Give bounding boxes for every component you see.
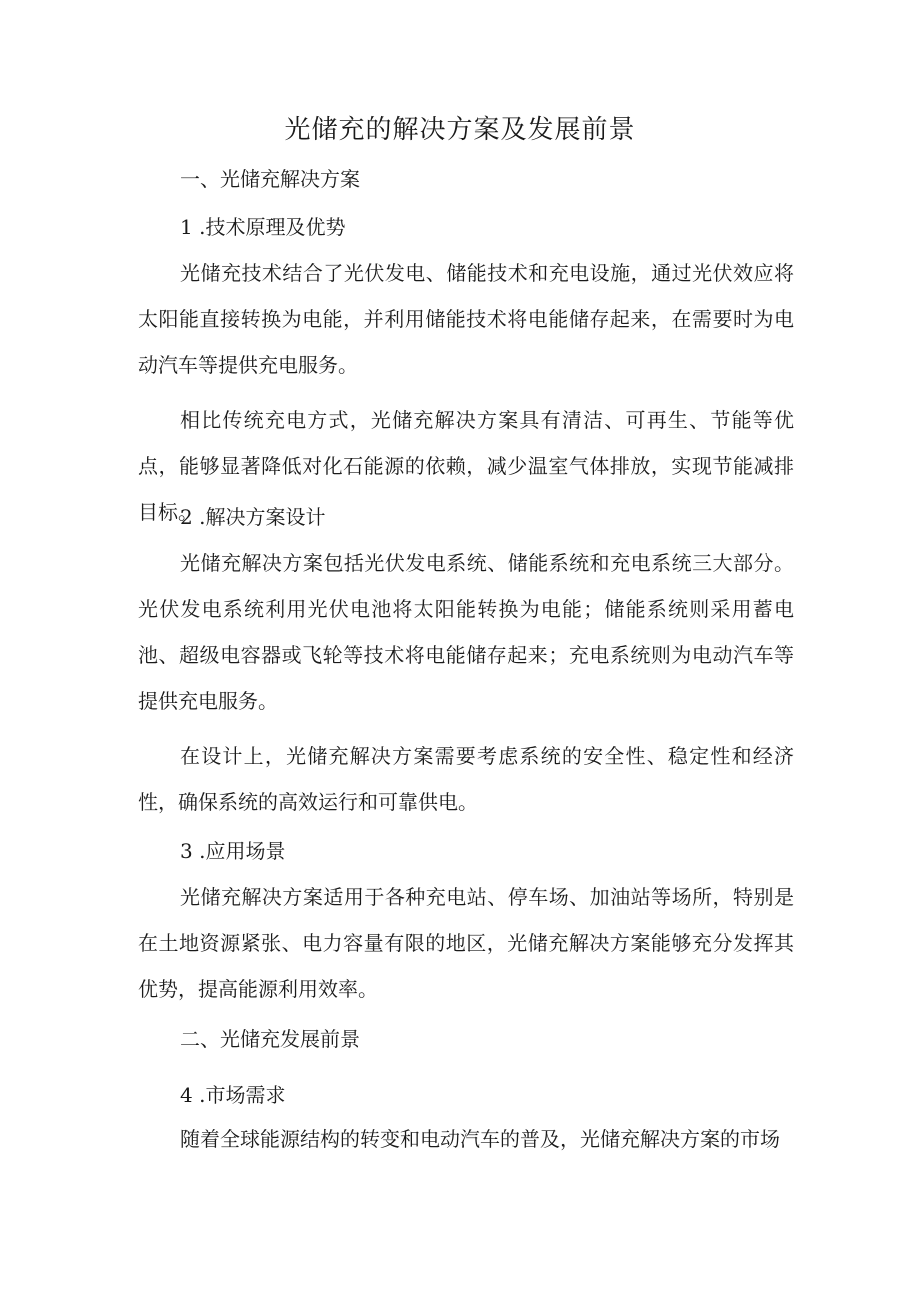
subsection-heading-4: 4 .市场需求 [180,1083,286,1107]
paragraph-advantages: 相比传统充电方式，光储充解决方案具有清洁、可再生、节能等优点，能够显著降低对化石能源的依赖，减少温室气体排放，实现节能减排目标。 [138,408,794,524]
document-title: 光储充的解决方案及发展前景 [284,115,636,145]
section-heading-1: 一、光储充解决方案 [180,167,360,191]
subsection-heading-2: 2 .解决方案设计 [180,505,326,529]
paragraph-tech-principle: 光储充技术结合了光伏发电、储能技术和充电设施，通过光伏效应将太阳能直接转换为电能，并利用储能技术将电能储存起来，在需要时为电动汽车等提供充电服务。 [138,261,794,377]
paragraph-solution-components: 光储充解决方案包括光伏发电系统、储能系统和充电系统三大部分。光伏发电系统利用光伏电池将太阳能转换为电能；储能系统则采用蓄电池、超级电容器或飞轮等技术将电能储存起来；充电系统则为电动汽车等提供充电服务。 [138,551,794,713]
paragraph-market-demand: 随着全球能源结构的转变和电动汽车的普及，光储充解决方案的市场 [180,1127,780,1151]
paragraph-design-considerations: 在设计上，光储充解决方案需要考虑系统的安全性、稳定性和经济性，确保系统的高效运行和可靠供电。 [138,744,794,814]
paragraph-application-scenarios: 光储充解决方案适用于各种充电站、停车场、加油站等场所，特别是在土地资源紧张、电力容量有限的地区，光储充解决方案能够充分发挥其优势，提高能源利用效率。 [138,885,794,1001]
subsection-heading-3: 3 .应用场景 [180,839,286,863]
section-heading-2: 二、光储充发展前景 [180,1027,360,1051]
subsection-heading-1: 1 .技术原理及优势 [180,215,346,239]
